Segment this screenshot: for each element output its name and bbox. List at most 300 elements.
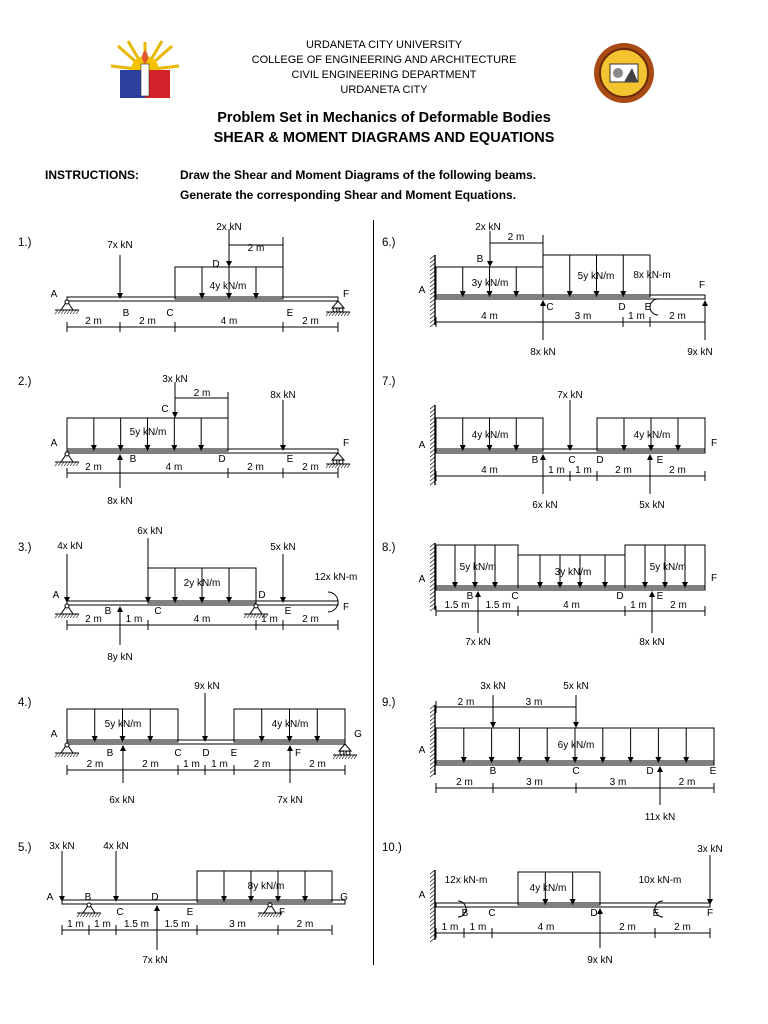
- beam-label: 6x kN: [109, 795, 135, 806]
- wall-hatch: [430, 725, 435, 729]
- wall-hatch: [430, 421, 435, 425]
- beam-label: D: [618, 302, 626, 313]
- dimension-label: 3 m: [229, 919, 246, 930]
- arrow-head: [226, 261, 232, 267]
- ground-hatch: [338, 312, 341, 316]
- arrow-head: [120, 745, 126, 751]
- wall-hatch: [430, 595, 435, 599]
- beam-diagram-5: [0, 835, 370, 970]
- dimension-label: 1 m: [183, 759, 200, 770]
- column-divider: [373, 220, 374, 965]
- beam-label: F: [342, 289, 350, 300]
- ground-hatch: [92, 913, 95, 917]
- beam-label: C: [116, 907, 124, 918]
- dimension-label: 4 m: [481, 311, 498, 322]
- wall-hatch: [430, 295, 435, 299]
- dimension-label: 2 m: [85, 614, 102, 625]
- ground-hatch: [64, 462, 67, 466]
- city-name: URDANETA CITY: [340, 84, 428, 96]
- wall-hatch: [430, 575, 435, 579]
- ground-hatch: [341, 464, 344, 468]
- dimension-label: 1.5 m: [444, 600, 470, 611]
- wall-hatch: [430, 906, 435, 910]
- dimension-label: 2 m: [674, 922, 691, 933]
- beam-label: 8x kN-m: [633, 270, 671, 281]
- problem-number: 7.): [382, 376, 396, 388]
- wall-hatch: [430, 429, 435, 433]
- ground-hatch: [250, 614, 253, 618]
- wall-hatch: [430, 773, 435, 777]
- dimension-label: 1 m: [630, 600, 647, 611]
- beam-label: 8y kN/m: [247, 881, 285, 892]
- beam-label: E: [186, 907, 194, 918]
- dimension-label: 1 m: [575, 465, 592, 476]
- wall-hatch: [430, 259, 435, 263]
- beam-label: 5y kN/m: [459, 562, 497, 573]
- ground-hatch: [61, 310, 64, 314]
- ground-hatch: [89, 913, 92, 917]
- dimension-label: 1 m: [211, 759, 228, 770]
- arrow-head: [540, 300, 546, 306]
- beam-label: F: [278, 907, 286, 918]
- roller-wheel: [333, 308, 337, 312]
- beam-label: C: [546, 302, 554, 313]
- ground-hatch: [344, 312, 347, 316]
- dimension-label: 2 m: [142, 759, 159, 770]
- beam-label: 12x kN-m: [314, 572, 358, 583]
- beam-label: A: [50, 289, 58, 300]
- wall-hatch: [430, 275, 435, 279]
- beam-label: 6y kN/m: [557, 740, 595, 751]
- wall-hatch: [430, 567, 435, 571]
- wall-hatch: [430, 603, 435, 607]
- ground-hatch: [342, 755, 345, 759]
- wall-hatch: [430, 279, 435, 283]
- wall-hatch: [430, 457, 435, 461]
- beam-label: E: [652, 908, 660, 919]
- beam-label: 3 m: [525, 697, 543, 708]
- dimension-label: 2 m: [253, 759, 271, 770]
- beam-label: D: [590, 908, 598, 919]
- beam-label: 3x kN: [480, 681, 506, 692]
- beam-label: E: [286, 454, 294, 465]
- beam-label: 5x kN: [563, 681, 589, 692]
- wall-hatch: [430, 299, 435, 303]
- wall-hatch: [430, 733, 435, 737]
- beam-label: C: [154, 606, 162, 617]
- beam-label: D: [202, 748, 210, 759]
- beam-label: D: [596, 455, 604, 466]
- ground-hatch: [261, 913, 264, 917]
- wall-hatch: [430, 477, 435, 481]
- dimension-label: 1 m: [548, 465, 565, 476]
- ground-hatch: [77, 913, 80, 917]
- beam-label: 4x kN: [103, 841, 129, 852]
- beam-label: E: [644, 302, 652, 313]
- dimension-label: 4 m: [165, 462, 183, 473]
- beam-label: C: [568, 455, 576, 466]
- wall-hatch: [430, 563, 435, 567]
- wall-hatch: [430, 878, 435, 882]
- wall-hatch: [430, 705, 435, 709]
- wall-hatch: [430, 445, 435, 449]
- ground-hatch: [70, 462, 73, 466]
- wall-hatch: [430, 599, 435, 603]
- roller-wheel: [346, 751, 350, 755]
- beam-label: 4y kN/m: [209, 281, 247, 292]
- beam-label: 4y kN/m: [471, 430, 509, 441]
- beam-label: F: [710, 573, 718, 584]
- beam-label: C: [511, 591, 519, 602]
- beam-label: B: [106, 748, 114, 759]
- wall-hatch: [430, 930, 435, 934]
- ground-hatch: [332, 312, 335, 316]
- problem-number: 6.): [382, 237, 396, 249]
- beam-label: E: [656, 591, 664, 602]
- ground-hatch: [73, 310, 76, 314]
- beam-label: B: [476, 254, 484, 265]
- ground-hatch: [55, 310, 58, 314]
- beam-label: D: [646, 766, 654, 777]
- beam-label: 5y kN/m: [577, 271, 615, 282]
- ground-hatch: [253, 614, 256, 618]
- wall-hatch: [430, 898, 435, 902]
- dimension-label: 1.5 m: [123, 919, 150, 930]
- ground-hatch: [270, 913, 273, 917]
- beam-label: A: [418, 574, 426, 585]
- ground-hatch: [335, 312, 338, 316]
- wall-hatch: [430, 405, 435, 409]
- wall-hatch: [430, 291, 435, 295]
- ground-hatch: [64, 614, 67, 618]
- problem-number: 5.): [18, 842, 32, 854]
- ground-hatch: [347, 312, 350, 316]
- wall-hatch: [430, 307, 435, 311]
- dimension-label: 2 m: [678, 777, 696, 788]
- beam-label: A: [46, 892, 54, 903]
- arrow-head: [657, 766, 663, 772]
- wall-hatch: [430, 729, 435, 733]
- ground-hatch: [86, 913, 89, 917]
- wall-hatch: [430, 761, 435, 765]
- beam-label: B: [489, 766, 497, 777]
- wall-hatch: [430, 737, 435, 741]
- problem-number: 10.): [382, 842, 402, 854]
- beam-label: 7x kN: [277, 795, 303, 806]
- wall-hatch: [430, 461, 435, 465]
- beam-label: 9x kN: [194, 681, 220, 692]
- roller-support-icon: [332, 301, 344, 308]
- beam-label: F: [342, 438, 350, 449]
- problem-number: 4.): [18, 697, 32, 709]
- wall-hatch: [430, 607, 435, 611]
- beam-label: G: [354, 729, 362, 740]
- ground-hatch: [76, 614, 79, 618]
- arrow-head: [702, 300, 708, 306]
- ground-hatch: [55, 462, 58, 466]
- wall-hatch: [430, 926, 435, 930]
- ground-hatch: [329, 464, 332, 468]
- beam-label: C: [174, 748, 182, 759]
- pin-hole: [254, 604, 258, 608]
- wall-hatch: [430, 890, 435, 894]
- beam-label: A: [52, 590, 60, 601]
- instructions-label: INSTRUCTIONS:: [45, 168, 139, 182]
- arrow-head: [287, 745, 293, 751]
- college-name: COLLEGE OF ENGINEERING AND ARCHITECTURE: [251, 54, 517, 66]
- beam-label: G: [340, 892, 348, 903]
- arrow-head: [573, 722, 579, 728]
- wall-hatch: [430, 303, 435, 307]
- instructions-line-2: Generate the corresponding Shear and Moment Equations.: [180, 188, 517, 202]
- ground-hatch: [83, 913, 86, 917]
- wall-hatch: [430, 918, 435, 922]
- beam-label: F: [706, 908, 714, 919]
- dimension-label: 2 m: [302, 614, 319, 625]
- dimension-label: 2 m: [669, 311, 686, 322]
- wall-hatch: [430, 425, 435, 429]
- arrow-head: [487, 261, 493, 267]
- beam-label: C: [161, 404, 169, 415]
- ground-hatch: [264, 913, 267, 917]
- beam-label: 3y kN/m: [554, 567, 592, 578]
- wall-hatch: [430, 769, 435, 773]
- beam-label: 2 m: [247, 243, 265, 254]
- dimension-label: 3 m: [609, 777, 627, 788]
- beam-label: D: [151, 892, 159, 903]
- beam-label: A: [50, 729, 58, 740]
- beam-label: B: [122, 308, 130, 319]
- ground-hatch: [347, 464, 350, 468]
- dimension-label: 2 m: [302, 316, 319, 327]
- ground-hatch: [95, 913, 98, 917]
- beam-label: 4y kN/m: [271, 719, 309, 730]
- beam-label: 5y kN/m: [649, 562, 687, 573]
- ground-hatch: [70, 614, 73, 618]
- arrow-head: [647, 454, 653, 460]
- roller-wheel: [339, 460, 343, 464]
- beam-label: 11x kN: [644, 812, 676, 823]
- dimension-label: 2 m: [247, 462, 264, 473]
- problem-number: 1.): [18, 237, 32, 249]
- ground-hatch: [76, 462, 79, 466]
- beam-label: D: [212, 259, 220, 270]
- ground-hatch: [339, 755, 342, 759]
- beam-label: 8y kN: [107, 652, 133, 663]
- dimension-label: 2 m: [456, 777, 473, 788]
- wall-hatch: [430, 409, 435, 413]
- beam-label: 10x kN-m: [638, 875, 682, 886]
- ground-hatch: [58, 310, 61, 314]
- beam-label: 8x kN: [639, 637, 665, 648]
- instructions-line-1: Draw the Shear and Moment Diagrams of the following beams.: [180, 168, 537, 182]
- beam-diagram-9: [380, 675, 760, 825]
- ground-hatch: [58, 614, 61, 618]
- beam-label: A: [418, 890, 426, 901]
- dimension-label: 1 m: [628, 311, 645, 322]
- ground-hatch: [344, 464, 347, 468]
- wall-hatch: [430, 323, 435, 327]
- ground-hatch: [73, 753, 76, 757]
- dimension-label: 1 m: [469, 922, 487, 933]
- wall-hatch: [430, 902, 435, 906]
- beam-label: B: [129, 454, 137, 465]
- wall-hatch: [430, 413, 435, 417]
- wall-hatch: [430, 894, 435, 898]
- dimension-label: 2 m: [85, 462, 102, 473]
- roller-support-icon: [332, 453, 344, 460]
- wall-hatch: [430, 583, 435, 587]
- dimension-label: 2 m: [302, 462, 319, 473]
- beam-label: 4y kN/m: [633, 430, 671, 441]
- wall-hatch: [430, 757, 435, 761]
- beam-label: 4y kN/m: [529, 883, 567, 894]
- problem-number: 9.): [382, 697, 396, 709]
- ground-hatch: [247, 614, 250, 618]
- ground-hatch: [336, 755, 339, 759]
- beam-label: 2 m: [507, 232, 525, 243]
- wall-hatch: [430, 433, 435, 437]
- wall-hatch: [430, 449, 435, 453]
- wall-hatch: [430, 591, 435, 595]
- ground-hatch: [273, 913, 276, 917]
- beam-label: B: [461, 908, 469, 919]
- beam-label: D: [258, 590, 266, 601]
- ground-hatch: [333, 755, 336, 759]
- beam-label: 2 m: [193, 388, 211, 399]
- arrow-head: [475, 591, 481, 597]
- beam-label: A: [418, 745, 426, 756]
- beam-diagram-3: [0, 520, 370, 670]
- roller-support-icon: [339, 744, 351, 751]
- wall-hatch: [430, 587, 435, 591]
- dimension-label: 3 m: [526, 777, 543, 788]
- beam-label: 7x kN: [142, 955, 168, 966]
- institution-header: [0, 38, 768, 98]
- wall-hatch: [430, 271, 435, 275]
- beam-diagram-6: [380, 215, 760, 365]
- pin-hole: [65, 300, 69, 304]
- dimension-label: 4 m: [220, 316, 238, 327]
- beam-label: B: [531, 455, 539, 466]
- beam-label: 5y kN/m: [104, 719, 142, 730]
- arrow-head: [649, 591, 655, 597]
- ground-hatch: [64, 753, 67, 757]
- beam-label: 6x kN: [532, 500, 558, 511]
- arrow-head: [540, 454, 546, 460]
- pin-hole: [65, 452, 69, 456]
- dimension-label: 2 m: [619, 922, 636, 933]
- dimension-label: 4 m: [563, 600, 580, 611]
- wall-hatch: [430, 882, 435, 886]
- wall-hatch: [430, 765, 435, 769]
- wall-hatch: [430, 283, 435, 287]
- wall-hatch: [430, 721, 435, 725]
- ground-hatch: [351, 755, 354, 759]
- problem-set-subtitle: SHEAR & MOMENT DIAGRAMS AND EQUATIONS: [213, 130, 555, 146]
- beam-label: 3x kN: [49, 841, 75, 852]
- wall-hatch: [430, 417, 435, 421]
- ground-hatch: [341, 312, 344, 316]
- ground-hatch: [332, 464, 335, 468]
- beam-diagram-7: [380, 380, 760, 515]
- wall-hatch: [430, 267, 435, 271]
- problem-number: 2.): [18, 376, 32, 388]
- ground-hatch: [267, 913, 270, 917]
- arrow-head: [117, 606, 123, 612]
- ground-hatch: [70, 753, 73, 757]
- wall-hatch: [430, 465, 435, 469]
- dimension-label: 1.5 m: [164, 919, 190, 930]
- arrow-head: [154, 905, 160, 911]
- wall-hatch: [430, 263, 435, 267]
- dimension-label: 1.5 m: [485, 600, 511, 611]
- ground-hatch: [76, 753, 79, 757]
- wall-hatch: [430, 473, 435, 477]
- beam-label: B: [466, 591, 474, 602]
- roller-wheel: [333, 460, 337, 464]
- beam-label: E: [656, 455, 664, 466]
- beam-label: F: [710, 438, 718, 449]
- ground-hatch: [55, 753, 58, 757]
- arrow-head: [490, 722, 496, 728]
- beam-diagram-2: [0, 370, 370, 520]
- beam-label: F: [294, 748, 302, 759]
- beam-label: 12x kN-m: [444, 875, 488, 886]
- wall-hatch: [430, 547, 435, 551]
- wall-hatch: [430, 874, 435, 878]
- beam-label: 6x kN: [137, 526, 163, 537]
- wall-hatch: [430, 910, 435, 914]
- beam-label: E: [286, 308, 294, 319]
- wall-hatch: [430, 914, 435, 918]
- wall-hatch: [430, 319, 435, 323]
- beam-label: 7x kN: [107, 240, 133, 251]
- beam-label: D: [218, 454, 226, 465]
- dimension-label: 1 m: [94, 919, 111, 930]
- ground-hatch: [67, 614, 70, 618]
- beam-label: 8x kN: [530, 347, 556, 358]
- ground-hatch: [345, 755, 348, 759]
- wall-hatch: [430, 555, 435, 559]
- beam-label: 5y kN/m: [129, 427, 167, 438]
- wall-hatch: [430, 315, 435, 319]
- ground-hatch: [58, 753, 61, 757]
- wall-hatch: [430, 311, 435, 315]
- beam-label: 3x kN: [697, 844, 723, 855]
- wall-hatch: [430, 287, 435, 291]
- beam-label: 5x kN: [639, 500, 665, 511]
- wall-hatch: [430, 709, 435, 713]
- wall-hatch: [430, 717, 435, 721]
- wall-hatch: [430, 741, 435, 745]
- dimension-label: 4 m: [537, 922, 555, 933]
- ground-hatch: [64, 310, 67, 314]
- ground-hatch: [338, 464, 341, 468]
- pin-hole: [65, 604, 69, 608]
- dimension-label: 1 m: [261, 614, 278, 625]
- beam-label: 2y kN/m: [183, 578, 221, 589]
- dimension-label: 4 m: [193, 614, 211, 625]
- ground-hatch: [335, 464, 338, 468]
- beam-label: 7x kN: [557, 390, 583, 401]
- arrow-head: [172, 412, 178, 418]
- beam-label: 7x kN: [465, 637, 491, 648]
- ground-hatch: [73, 614, 76, 618]
- beam-label: 2 m: [457, 697, 475, 708]
- wall-hatch: [430, 453, 435, 457]
- wall-hatch: [430, 469, 435, 473]
